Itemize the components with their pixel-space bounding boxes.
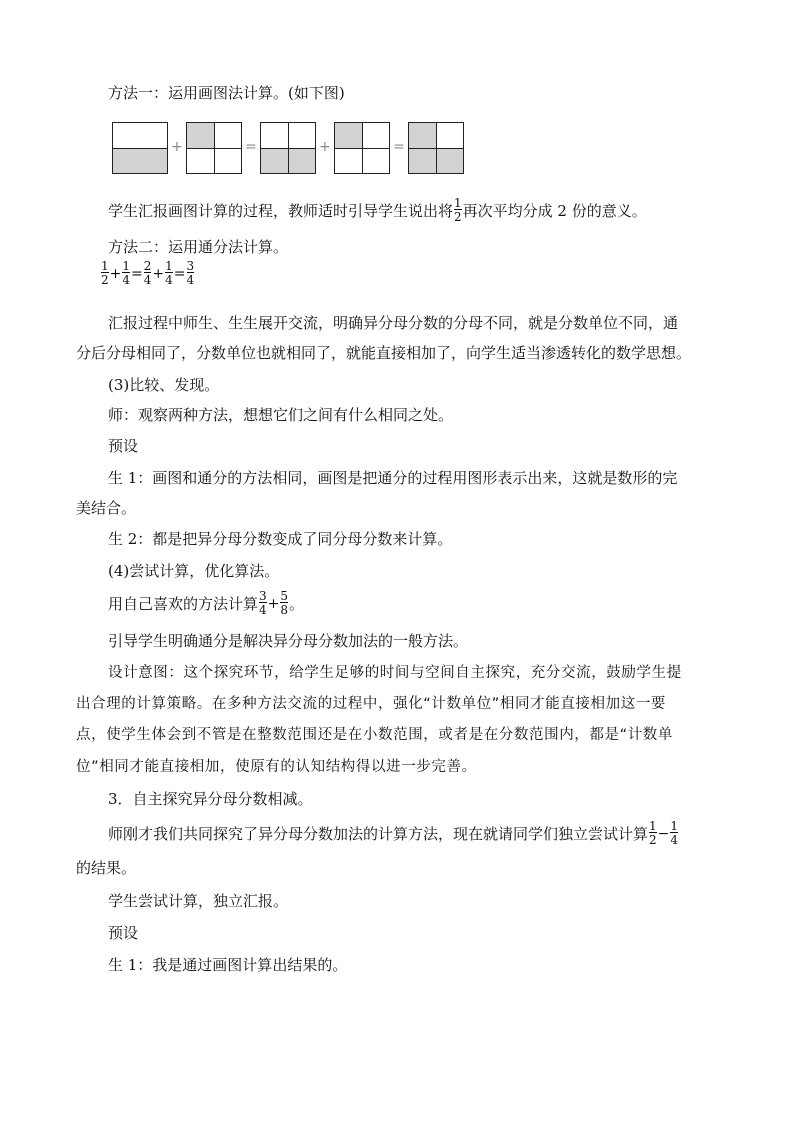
diagram-quarter-box [186, 122, 242, 174]
shaded-quarter [335, 123, 362, 148]
diagram-three-quarters-box [408, 122, 464, 174]
teacher-instruction-line: 师刚才我们共同探究了异分母分数加法的计算方法，现在就请同学们独立尝试计算 $\frac{1}{2}$ − $\frac{1}{4}$ [108, 819, 679, 847]
design-intent-paragraph: 点，使学生体会到不管是在整数范围还是在小数范围，或者是在分数范围内，都是“计数单 [76, 727, 674, 743]
shaded-quarter [409, 123, 436, 148]
design-intent-paragraph: 位”相同才能直接相加，使原有的认知结构得以进一步完善。 [76, 759, 477, 775]
fraction: $\frac{1}{2}$ [649, 819, 657, 847]
text-segment: 学生汇报画图计算的过程，教师适时引导学生说出将 [108, 202, 454, 220]
plus-sign-1: + [171, 139, 183, 155]
fraction: $\frac{1}{4}$ [122, 259, 131, 287]
design-intent-paragraph: 设计意图：这个探究环节，给学生足够的时间与空间自主探究，充分交流，鼓励学生提 [108, 665, 682, 681]
fraction-one-half: $\frac{1}{2}$ [454, 196, 462, 224]
student-try-line: 学生尝试计算，独立汇报。 [108, 892, 289, 910]
section-try-heading: (4)尝试计算，优化算法。 [108, 562, 280, 580]
diagram-two-quarters-box [260, 122, 316, 174]
shaded-quarter [187, 123, 214, 148]
text-segment: 师刚才我们共同探究了异分母分数加法的计算方法，现在就请同学们独立尝试计算 [108, 825, 649, 843]
teacher-instruction-cont: 的结果。 [76, 859, 137, 877]
diagram-half-box [112, 122, 168, 174]
paragraph-line: 汇报过程中师生、生生展开交流，明确异分母分数的分母不同，就是分数单位不同，通 [108, 314, 679, 332]
fraction: $\frac{1}{4}$ [165, 259, 173, 287]
fraction: $\frac{3}{4}$ [186, 259, 195, 287]
diagram-quarter-box-2 [334, 122, 390, 174]
preset-label-2: 预设 [108, 924, 139, 942]
student-answer-1: 生 1：画图和通分的方法相同，画图是把通分的过程用图形表示出来，这就是数形的完 [108, 469, 678, 487]
divider-horizontal [409, 148, 463, 149]
student-answer-2: 生 2：都是把异分母分数变成了同分母分数来计算。 [108, 530, 453, 548]
method-one-heading: 方法一：运用画图法计算。(如下图) [108, 84, 345, 102]
student-report-paragraph [108, 196, 647, 225]
plus-sign-2: + [319, 139, 331, 155]
divider-horizontal [261, 148, 315, 149]
design-intent-paragraph: 出合理的计算策略。在多种方法交流的过程中，强化“计数单位”相同才能直接相加这一要 [76, 696, 667, 712]
paragraph-line: 分后分母相同了，分数单位也就相同了，就能直接相加了，向学生适当渗透转化的数学思想。 [76, 344, 692, 362]
fraction: $\frac{1}{2}$ [101, 259, 109, 287]
student-answer-draw: 生 1：我是通过画图计算出结果的。 [108, 956, 348, 974]
teacher-question: 师：观察两种方法，想想它们之间有什么相同之处。 [108, 406, 454, 424]
fraction: $\frac{5}{8}$ [280, 589, 289, 617]
text-segment: 再次平均分成 2 份的意义。 [462, 202, 647, 220]
guidance-line: 引导学生明确通分是解决异分母分数加法的一般方法。 [108, 632, 469, 650]
method-two-heading: 方法二：运用通分法计算。 [108, 238, 289, 256]
student-answer-1-cont: 美结合。 [76, 499, 137, 517]
equals-sign-2: = [393, 139, 405, 155]
equation-addition-common-denominator: $\frac{1}{2}$ + $\frac{1}{4}$ = $\frac{2}{4}$ + $\frac{1}{4}$ = $\frac{3}{4}$ [101, 259, 195, 287]
shaded-half [113, 148, 167, 173]
equals-sign-1: = [245, 139, 257, 155]
divider-horizontal [187, 148, 241, 149]
preset-label: 预设 [108, 437, 139, 455]
text-segment: 用自己喜欢的方法计算 [108, 595, 259, 613]
fraction: $\frac{1}{4}$ [670, 819, 679, 847]
section-3-heading: 3．自主探究异分母分数相减。 [108, 790, 313, 808]
fraction: $\frac{2}{4}$ [143, 259, 152, 287]
divider-horizontal [335, 148, 389, 149]
fraction: $\frac{3}{4}$ [259, 589, 267, 617]
try-calculation-line: 用自己喜欢的方法计算 $\frac{3}{4}$ + $\frac{5}{8}$ 。 [108, 589, 305, 617]
text-segment: 。 [289, 595, 305, 613]
section-compare-heading: (3)比较、发现。 [108, 376, 220, 394]
